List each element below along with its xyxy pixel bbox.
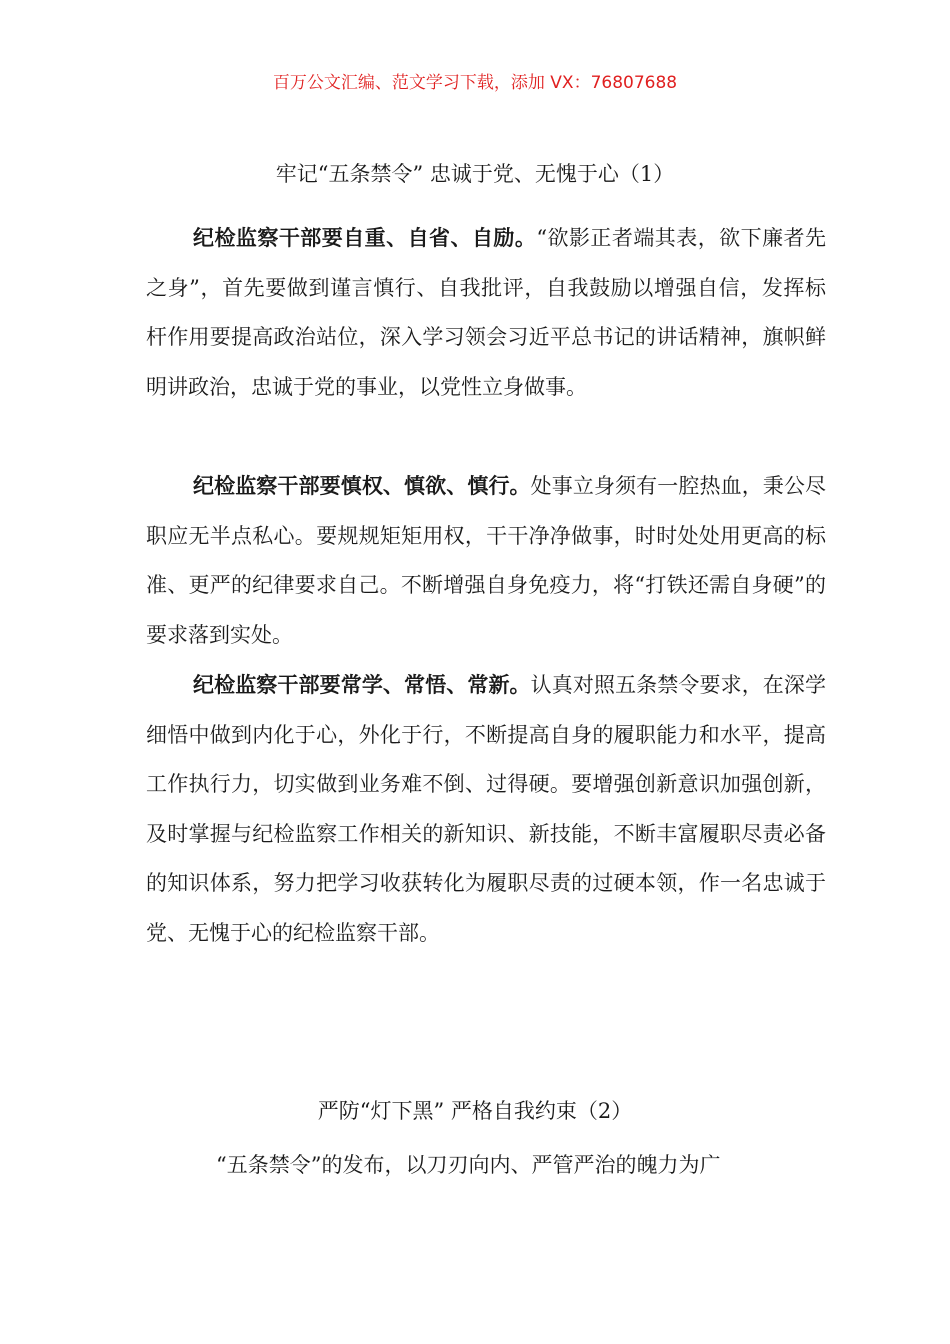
paragraph-text: “五条禁令”的发布，以刀刃向内、严管严治的魄力为广 <box>216 1153 721 1177</box>
paragraph-text: “欲影正者端其表，欲下廉者先之身”，首先要做到谨言慎行、自我批评，自我鼓励以增强自信，发挥标杆作用要提高政治站位，深入学习领会习近平总书记的讲话精神，旗帜鲜明讲政治，忠诚于党的事业，以党性立身做事。 <box>146 226 826 399</box>
paragraph-lead: 纪检监察干部要慎权、慎欲、慎行。 <box>193 474 531 498</box>
paragraph-text: 处事立身须有一腔热血，秉公尽职应无半点私心。要规规矩矩用权，干干净净做事，时时处处用更高的标准、更严的纪律要求自己。不断增强自身免疫力，将“打铁还需自身硬”的要求落到实处。 <box>146 474 826 647</box>
paragraph <box>146 214 826 412</box>
section-title: 牢记“五条禁令” 忠诚于党、无愧于心（1） <box>275 162 675 186</box>
paragraph <box>146 1141 826 1191</box>
paragraph <box>146 661 826 958</box>
header-banner: 百万公文汇编、范文学习下载，添加 VX：76807688 <box>272 73 678 93</box>
paragraph-text: 认真对照五条禁令要求，在深学细悟中做到内化于心，外化于行，不断提高自身的履职能力和水平，提高工作执行力，切实做到业务难不倒、过得硬。要增强创新意识加强创新，及时掌握与纪检监察工作相关的新知识、新技能，不断丰富履职尽责必备的知识体系，努力把学习收获转化为履职尽责的过硬本领，作一名忠诚于党、无愧于心的纪检监察干部。 <box>146 673 826 945</box>
paragraph-lead: 纪检监察干部要常学、常悟、常新。 <box>193 673 531 697</box>
paragraph <box>146 462 826 660</box>
paragraph-lead: 纪检监察干部要自重、自省、自励。 <box>193 226 537 250</box>
section-title: 严防“灯下黑” 严格自我约束（2） <box>317 1099 633 1123</box>
